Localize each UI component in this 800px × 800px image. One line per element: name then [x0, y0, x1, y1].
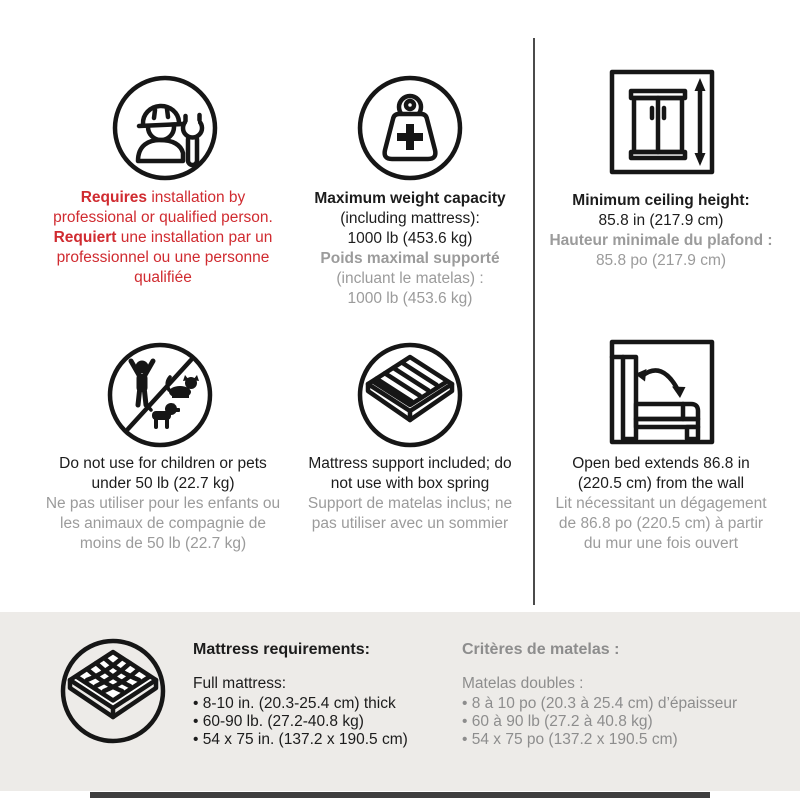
- no-children-pets-icon: [105, 340, 215, 450]
- children-text-fr: Ne pas utiliser pour les enfants ou les animaux de compagnie de moins de 50 lb (22.7 kg): [45, 495, 281, 552]
- mattress-icon: [57, 636, 169, 748]
- weight-title-fr: Poids maximal supporté: [320, 250, 500, 267]
- ceiling-value-fr: 85.8 po (217.9 cm): [595, 252, 727, 269]
- weight-line-fr: (incluant le matelas) :: [336, 270, 484, 287]
- list-item: • 54 x 75 po (137.2 x 190.5 cm): [462, 731, 737, 749]
- mattress-list-fr: [462, 695, 737, 749]
- support-text-fr: Support de matelas inclus; ne pas utiliser avec un sommier: [307, 495, 513, 532]
- weight-value-en: 1000 lb (453.6 kg): [347, 230, 473, 247]
- weight-value-fr: 1000 lb (453.6 kg): [347, 290, 473, 307]
- weight-capacity: [286, 189, 534, 309]
- mattress-support-slats-icon: [355, 340, 465, 450]
- children-text-en: Do not use for children or pets under 50 lb (22.7 kg): [59, 455, 267, 492]
- ceiling-value-en: 85.8 in (217.9 cm): [598, 212, 724, 229]
- wall-bed-open-icon: [602, 332, 722, 452]
- install-text-en: Requires installation by professional or qualified person.: [53, 189, 273, 226]
- mattress-requirements-panel: [0, 612, 800, 791]
- installer-hardhat-wrench-icon: [110, 73, 220, 183]
- vertical-divider: [533, 38, 535, 605]
- no-children-warning: [45, 454, 281, 554]
- mattress-intro-en: Full mattress:: [193, 675, 287, 692]
- mattress-list-en: [193, 695, 408, 749]
- mattress-requirements-en: [193, 641, 408, 749]
- mattress-title-fr: Critères de matelas :: [462, 641, 620, 658]
- weight-capacity-icon: [355, 73, 465, 183]
- bottom-bar: [90, 792, 710, 798]
- list-item: • 60-90 lb. (27.2-40.8 kg): [193, 713, 408, 731]
- open-bed-extent: [553, 454, 769, 554]
- weight-line-en: (including mattress):: [340, 210, 480, 227]
- install-requirement: [43, 188, 283, 288]
- list-item: • 8 à 10 po (20.3 à 25.4 cm) d’épaisseur: [462, 695, 737, 713]
- ceiling-title-en: Minimum ceiling height:: [572, 192, 750, 209]
- mattress-requirements-fr: [462, 641, 737, 749]
- list-item: • 8-10 in. (20.3-25.4 cm) thick: [193, 695, 408, 713]
- mattress-support-note: [296, 454, 524, 534]
- ceiling-title-fr: Hauteur minimale du plafond :: [549, 232, 773, 249]
- install-text-fr: Requiert une installation par un professionnel ou une personne qualifiée: [53, 229, 273, 286]
- openbed-text-en: Open bed extends 86.8 in (220.5 cm) from the wall: [572, 455, 750, 492]
- list-item: • 54 x 75 in. (137.2 x 190.5 cm): [193, 731, 408, 749]
- support-text-en: Mattress support included; do not use with box spring: [308, 455, 512, 492]
- ceiling-height-icon: [602, 62, 722, 182]
- ceiling-height: [540, 191, 782, 271]
- mattress-intro-fr: Matelas doubles :: [462, 675, 584, 692]
- mattress-title-en: Mattress requirements:: [193, 641, 370, 658]
- weight-title-en: Maximum weight capacity: [314, 190, 506, 207]
- list-item: • 60 à 90 lb (27.2 à 40.8 kg): [462, 713, 737, 731]
- openbed-text-fr: Lit nécessitant un dégagement de 86.8 po (220.5 cm) à partir du mur une fois ouvert: [555, 495, 767, 552]
